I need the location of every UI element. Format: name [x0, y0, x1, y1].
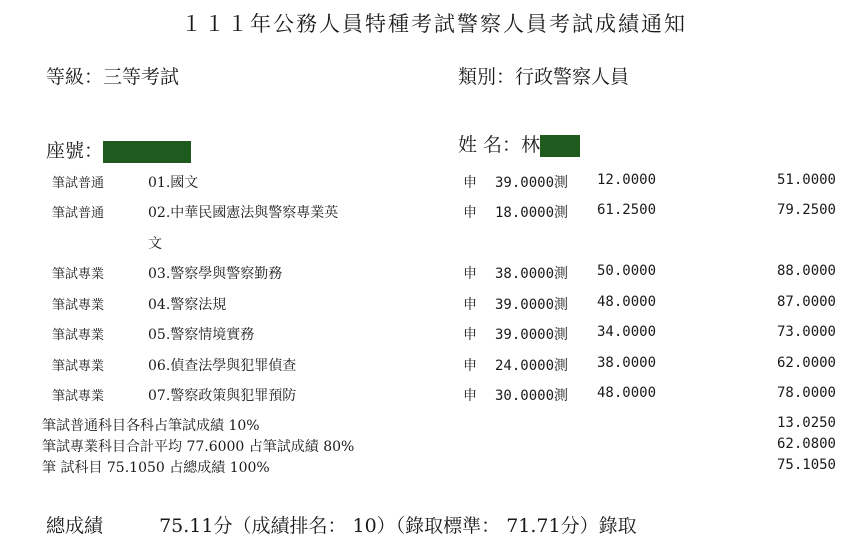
summary-row: [0, 415, 868, 435]
seat-number-field: [46, 136, 191, 163]
summary-text: 筆試專業科目合計平均 77.6000 占筆試成績 80%: [42, 439, 355, 455]
subject: 文: [148, 236, 162, 252]
subject: 04.警察法規: [148, 297, 227, 313]
final-text: 75.11分（成績排名： 10）（錄取標準： 71.71分）錄取: [159, 515, 637, 537]
score-total: 78.0000: [776, 385, 836, 401]
final-score-line: [46, 511, 637, 538]
summary-value: 13.0250: [776, 415, 836, 431]
score-row: [0, 324, 868, 350]
score-b: 24.0000測: [495, 358, 569, 374]
category-label: 類別：行政警察人員: [458, 66, 630, 88]
summary-value: 62.0800: [776, 436, 836, 452]
final-label: 總成績: [46, 515, 104, 537]
redacted-name: [540, 135, 580, 157]
summary-row: [0, 457, 868, 477]
score-c: 48.0000: [597, 385, 657, 401]
score-c: 61.2500: [597, 202, 657, 218]
score-c: 12.0000: [597, 172, 657, 188]
score-total: 79.2500: [776, 202, 836, 218]
score-row: [0, 355, 868, 381]
score-row-continuation: [0, 233, 868, 259]
score-b: 30.0000測: [495, 388, 569, 404]
seat-label: 座號：: [46, 140, 104, 162]
exam-type: 筆試專業: [52, 359, 105, 374]
subject: 05.警察情境實務: [148, 327, 255, 343]
score-a: 申: [463, 205, 477, 221]
score-b: 39.0000測: [495, 327, 569, 343]
score-c: 34.0000: [597, 324, 657, 340]
score-total: 51.0000: [776, 172, 836, 188]
exam-type: 筆試專業: [52, 298, 105, 313]
score-total: 73.0000: [776, 324, 836, 340]
exam-type: 筆試專業: [52, 328, 105, 343]
page-title: １１１年公務人員特種考試警察人員考試成績通知: [181, 12, 687, 36]
redacted-seat-number: [103, 141, 191, 163]
score-row: [0, 294, 868, 320]
subject: 03.警察學與警察勤務: [148, 266, 283, 282]
summary-value: 75.1050: [776, 457, 836, 473]
score-a: 申: [463, 327, 477, 343]
score-row: [0, 202, 868, 228]
summary-text: 筆 試科目 75.1050 占總成績 100%: [42, 460, 270, 476]
score-total: 88.0000: [776, 263, 836, 279]
score-row: [0, 172, 868, 198]
score-total: 62.0000: [776, 355, 836, 371]
exam-type: 筆試普通: [52, 206, 105, 221]
exam-type: 筆試專業: [52, 389, 105, 404]
score-c: 38.0000: [597, 355, 657, 371]
score-c: 48.0000: [597, 294, 657, 310]
score-c: 50.0000: [597, 263, 657, 279]
exam-type: 筆試普通: [52, 176, 105, 191]
summary-text: 筆試普通科目各科占筆試成績 10%: [42, 418, 260, 434]
score-a: 申: [463, 297, 477, 313]
score-total: 87.0000: [776, 294, 836, 310]
name-label: 姓 名：林: [458, 134, 541, 156]
score-b: 18.0000測: [495, 205, 569, 221]
subject: 06.偵查法學與犯罪偵查: [148, 358, 297, 374]
score-b: 39.0000測: [495, 297, 569, 313]
score-row: [0, 385, 868, 411]
name-field: [458, 130, 580, 157]
score-b: 38.0000測: [495, 266, 569, 282]
subject: 01.國文: [148, 175, 199, 191]
score-b: 39.0000測: [495, 175, 569, 191]
score-a: 申: [463, 175, 477, 191]
exam-type: 筆試專業: [52, 267, 105, 282]
score-a: 申: [463, 388, 477, 404]
score-a: 申: [463, 266, 477, 282]
summary-row: [0, 436, 868, 456]
score-a: 申: [463, 358, 477, 374]
subject: 02.中華民國憲法與警察專業英: [148, 205, 339, 221]
subject: 07.警察政策與犯罪預防: [148, 388, 297, 404]
grade-label: 等級：三等考試: [46, 66, 180, 88]
score-row: [0, 263, 868, 289]
